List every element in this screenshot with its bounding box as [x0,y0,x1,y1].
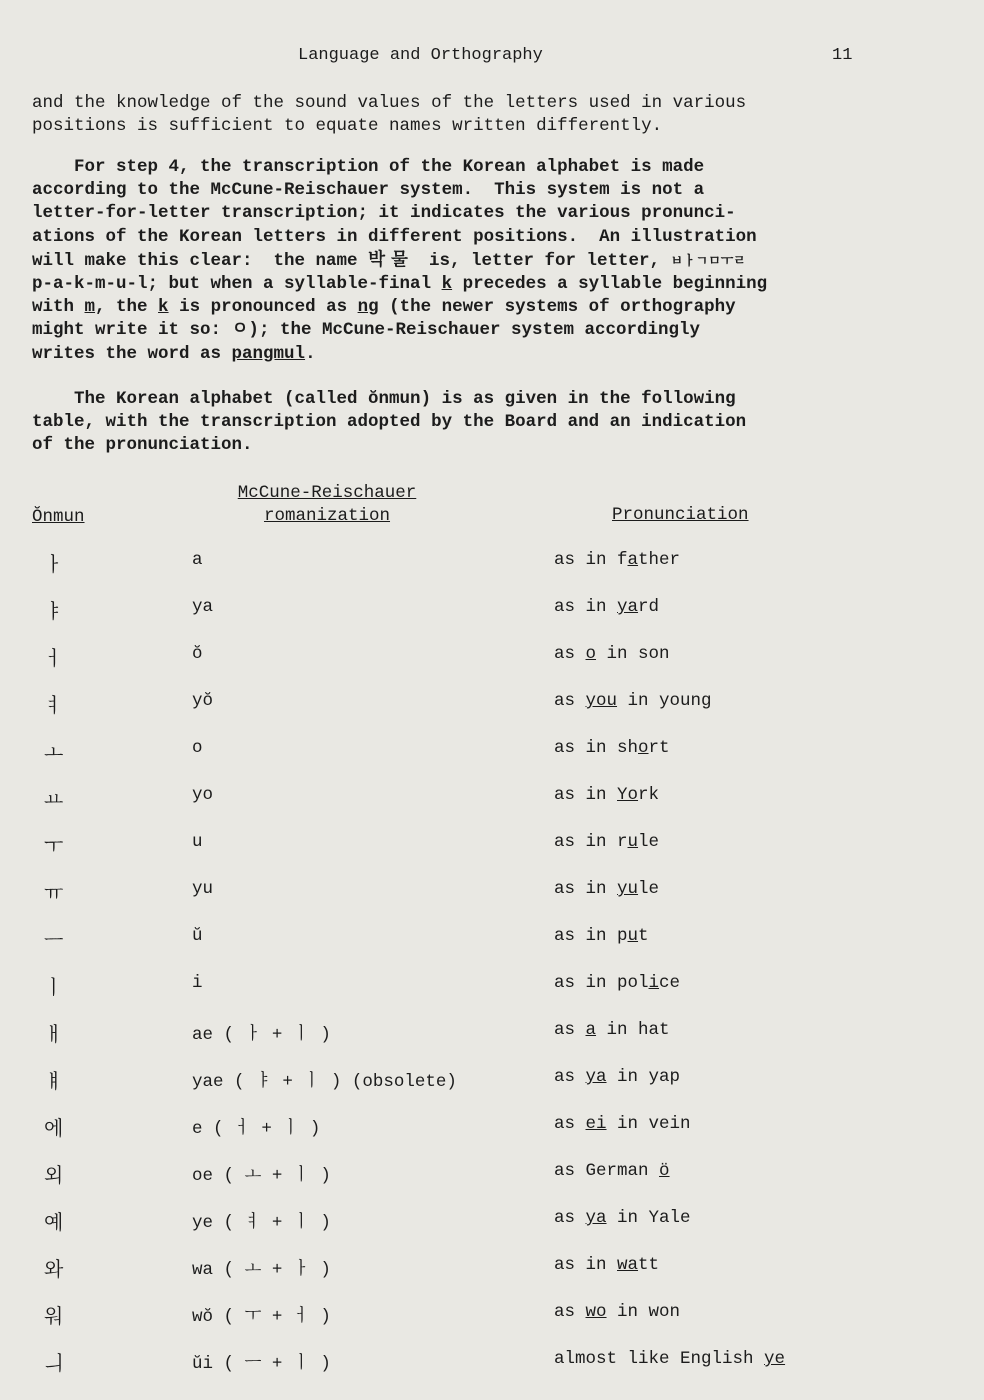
pron-text: le [638,879,660,899]
romanization: ye ( ㅕ + ㅣ ) [192,1213,331,1233]
header-text: Pronunciation [612,505,749,525]
table-row [0,1347,984,1394]
pron-text: t [638,926,649,946]
pronunciation [554,691,712,711]
text-span: is, letter for letter, [407,250,671,271]
table-row [0,548,984,595]
text-span: p-a-k-m-u-l; but when a syllable-final [32,274,442,295]
pron-text: rd [638,597,660,617]
text-line: according to the McCune-Reischauer system. This system is not a [32,180,705,201]
onmun-letter: 워 [44,1304,64,1328]
pron-text: as in [554,1255,618,1275]
column-header-onmun [32,506,85,529]
pron-text: in Yale [606,1208,691,1228]
pron-underlined: a [627,550,639,570]
text-span: . [305,343,316,364]
onmun-letter: ㅜ [44,834,64,858]
onmun-letter: ㅓ [44,646,64,670]
romanization: a [192,550,203,570]
table-row [0,689,984,736]
text-line: of the pronunciation. [32,435,253,456]
pron-underlined: wo [585,1302,607,1322]
table-row [0,830,984,877]
underlined-letter: k [441,274,453,295]
text-line: letter-for-letter transcription; it indicates the various pronunci- [32,203,736,224]
text-span: is pronounced as [168,297,358,318]
page-number: 11 [832,46,853,65]
pron-text: as in pol [554,973,649,993]
text-span: , the [95,297,159,318]
pronunciation [554,1302,680,1322]
pron-underlined: o [585,644,597,664]
pron-text: as in p [554,926,628,946]
pron-text: as in sh [554,738,639,758]
onmun-letter: ㅐ [44,1022,64,1046]
pron-text: almost like English [554,1349,765,1369]
pron-underlined: ya [617,597,639,617]
pron-underlined: ö [659,1161,670,1181]
table-row [0,1018,984,1065]
pron-text: as in [554,597,618,617]
romanization: yŏ [192,691,214,711]
pronunciation [554,879,659,899]
onmun-letter: ㅕ [44,693,64,717]
text-line: might write it so: ㅇ); the McCune-Reischauer system accordingly [32,320,701,341]
pron-text: as in f [554,550,628,570]
text-line: and the knowledge of the sound values of the letters used in various [32,93,747,113]
text-line: For step 4, the transcription of the Korean alphabet is made [32,157,705,177]
romanization: u [192,832,203,852]
text-span: with [32,297,85,318]
pronunciation [554,738,670,758]
underlined-word: pangmul [231,343,306,364]
paragraph-1 [32,92,862,138]
onmun-letter: ㅡ [44,928,64,952]
alphabet-table [0,548,984,1394]
text-span: precedes a syllable beginning [452,274,768,295]
page-header [0,46,984,70]
pronunciation [554,1161,670,1181]
pron-text: tt [638,1255,660,1275]
paragraph-2 [32,156,862,366]
table-row [0,595,984,642]
pronunciation [554,1020,670,1040]
pron-underlined: ei [585,1114,607,1134]
onmun-letter: 예 [44,1210,64,1234]
table-row [0,1112,984,1159]
column-header-romanization [226,482,428,528]
onmun-letter: ㅗ [44,740,64,764]
onmun-letter: ㅒ [44,1069,64,1093]
romanization: yae ( ㅑ + ㅣ ) (obsolete) [192,1072,457,1092]
pron-text: rt [648,738,670,758]
column-header-pronunciation [612,504,749,527]
pron-text: as [554,1020,586,1040]
pronunciation [554,1114,691,1134]
table-row [0,783,984,830]
text-line: positions is sufficient to equate names written differently. [32,116,663,137]
onmun-letter: ㅑ [44,599,64,623]
romanization: ae ( ㅏ + ㅣ ) [192,1025,331,1045]
pron-text: as German [554,1161,660,1181]
pron-text: in son [596,644,670,664]
pron-underlined: yu [617,879,639,899]
pronunciation [554,973,680,993]
text-line: The Korean alphabet (called ŏnmun) is as given in the following [32,389,736,409]
table-row [0,1253,984,1300]
onmun-letter: 외 [44,1163,64,1187]
romanization: ŭ [192,926,203,946]
onmun-letter: 에 [44,1116,64,1140]
pron-underlined: Yo [617,785,639,805]
table-row [0,1206,984,1253]
underlined-letter: k [158,297,169,318]
pron-text: as [554,1114,586,1134]
hangul-word: 박 물 [368,249,408,270]
text-line: table, with the transcription adopted by the Board and an indication [32,412,747,433]
pron-text: in hat [596,1020,670,1040]
table-row [0,1300,984,1347]
romanization: yo [192,785,214,805]
pron-text: as in r [554,832,628,852]
pronunciation [554,550,680,570]
pronunciation [554,926,649,946]
pron-text: as in [554,785,618,805]
pron-underlined: o [638,738,649,758]
pron-text: as [554,1067,586,1087]
underlined-letter: m [84,297,96,318]
onmun-letter: ㅠ [44,881,64,905]
pronunciation [554,1067,680,1087]
romanization: wa ( ㅗ + ㅏ ) [192,1260,331,1280]
pron-text: as in [554,879,618,899]
pron-text: ce [659,973,681,993]
romanization: yu [192,879,214,899]
table-row [0,877,984,924]
pron-text: as [554,691,586,711]
pron-text: as [554,1208,586,1228]
pron-text: as [554,1302,586,1322]
pron-underlined: u [627,832,639,852]
table-row [0,924,984,971]
pron-underlined: i [648,973,660,993]
romanization: ya [192,597,214,617]
pronunciation [554,832,659,852]
romanization: oe ( ㅗ + ㅣ ) [192,1166,331,1186]
text-span: (the newer systems of orthography [378,297,736,318]
pronunciation [554,1349,785,1369]
pron-text: in young [617,691,712,711]
pronunciation [554,1255,659,1275]
onmun-letter: 와 [44,1257,64,1281]
pron-text: as [554,644,586,664]
pron-text: rk [638,785,660,805]
header-text: Ŏnmun [32,507,85,527]
underlined-letter: ng [357,297,379,318]
onmun-letter: ㅣ [44,975,64,999]
pron-text: le [638,832,660,852]
pron-underlined: u [627,926,639,946]
table-row [0,642,984,689]
romanization: e ( ㅓ + ㅣ ) [192,1119,321,1139]
pron-underlined: ye [764,1349,786,1369]
text-line: ations of the Korean letters in different positions. An illustration [32,226,757,247]
pron-text: in won [606,1302,681,1322]
romanization: i [192,973,203,993]
pron-text: in yap [606,1067,681,1087]
romanization: ŭi ( ㅡ + ㅣ ) [192,1354,331,1374]
onmun-letter: ㅛ [44,787,64,811]
table-row [0,1065,984,1112]
pron-underlined: ya [585,1208,607,1228]
text-span: writes the word as [32,343,232,364]
romanization: wŏ ( ㅜ + ㅓ ) [192,1307,331,1327]
running-title: Language and Orthography [298,46,543,65]
pronunciation [554,597,659,617]
onmun-letter: ㅏ [44,552,64,576]
pron-underlined: you [585,691,618,711]
pronunciation [554,644,670,664]
pronunciation [554,785,659,805]
pronunciation [554,1208,691,1228]
hangul-letters: ㅂㅏㄱㅁㅜㄹ [670,253,746,269]
pron-text: in vein [606,1114,691,1134]
header-text: McCune-Reischauer [237,483,417,503]
pron-text: ther [638,550,681,570]
romanization: ŏ [192,644,203,664]
table-row [0,1159,984,1206]
onmun-letter: ㅢ [44,1351,64,1375]
pron-underlined: a [585,1020,597,1040]
pron-underlined: ya [585,1067,607,1087]
table-row [0,971,984,1018]
pron-underlined: wa [617,1255,639,1275]
paragraph-3 [32,388,862,458]
text-span: will make this clear: the name [32,250,369,271]
romanization: o [192,738,203,758]
table-row [0,736,984,783]
header-text: romanization [263,506,391,526]
